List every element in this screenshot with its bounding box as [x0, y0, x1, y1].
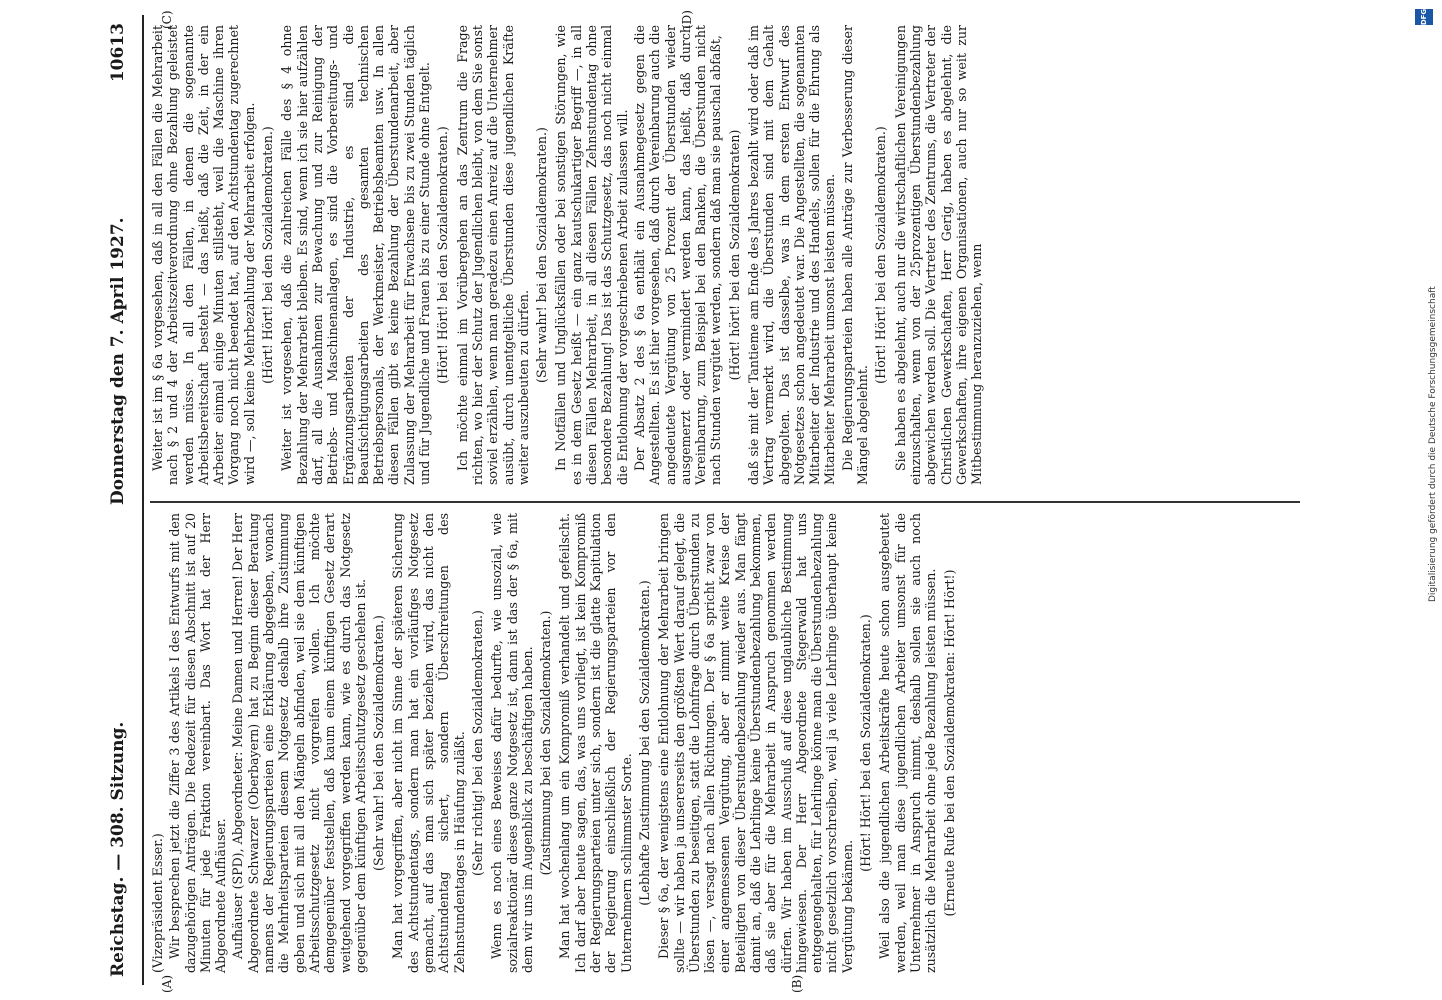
header-left: Reichstag. — 308. Sitzung. [108, 721, 128, 977]
interjection: (Hört! Hört! bei den Sozialdemokraten.) [435, 126, 451, 384]
paragraph: Aufhäuser (SPD), Abgeordneter: Meine Damen und Herren! Der Herr Abgeordnete Schwarzer (Oberbayern) hat zu Beginn dieser Beratung namens der Regierungsparteien eine Erklärung abgegeben, wonach die Mehrheitsparteien diesem Notgesetz deshalb ihre Zustimmung geben und sich mit all den Mängeln abfinden, weil sie dem künftigen Arbeitsschutzgesetz nicht vorgreifen wollen. Ich möchte demgegenüber feststellen, daß kaum einem künftigen Gesetz derart weitgehend vorgegriffen werden kann, wie es durch das Notgesetz gegenüber dem künftigen Arbeitsschutzgesetz geschehen ist. [230, 513, 368, 973]
column-divider [150, 502, 1300, 504]
interjection: (Zustimmung bei den Sozialdemokraten.) [538, 610, 554, 876]
paragraph: (Vizepräsident Esser.) [150, 833, 165, 973]
paragraph: Man hat wochenlang um ein Kompromiß verhandelt und gefeilscht. Ich darf aber heute sagen, das, was uns vorliegt, ist kein Kompromiß der Regierungsparteien unter sich, sondern ist die glatte Kapitulation der Regierung einschließlich der Regierungsparteien vor den Unternehmern schlimmster Sorte. [557, 513, 634, 973]
paragraph: daß sie mit der Tantieme am Ende des Jahres bezahlt wird oder daß im Vertrag vermerkt wird, die Überstunden sind mit dem Gehalt abgegolten. Das ist dasselbe, was in dem ersten Entwurf des Notgesetzes schon angedeutet war. Die Angestellten, die sogenannten Mitarbeiter der Industrie und des Handels, sollen für die Ehrung als Mitarbeiter Mehrarbeit umsonst leisten müssen. [745, 25, 838, 485]
paragraph: Sie haben es abgelehnt, auch nur die wirtschaftlichen Vereinigungen einzuschalten, wenn von der 25prozentigen Überstundenbezahlung abgewichen werden soll. Die Vertreter des Zentrums, die Vertreter der Christlichen Gewerkschaften, Herr Gerig, haben es abgelehnt, die Gewerkschaften, ihre eigenen Organisationen, auch nur so weit zur Mitbestimmung heranzuziehen, wenn [892, 25, 985, 485]
margin-mark-d: (D) [680, 10, 694, 29]
paragraph: In Notfällen und Unglücksfällen oder bei sonstigen Störungen, wie es in dem Gesetz heißt — ein ganz kautschukartiger Begriff —, in all diesen Fällen Mehrarbeit, in all diesen Fällen Zehnstundentag ohne besondere Bezahlung! Das ist das Schutzgesetz, das noch nicht einmal die Entlohnung der vorgeschriebenen Arbeit zulassen will. [553, 25, 630, 485]
paragraph: Wenn es noch eines Beweises dafür bedurfte, wie unsozial, wie sozialreaktionär dieses ganze Notgesetz ist, dann ist das der § 6a, mit dem wir uns im Augenblick zu beschäftigen haben. [489, 513, 535, 973]
paragraph: Ich möchte einmal im Vorübergehen an das Zentrum die Frage richten, wo hier der Schutz der Jugendlichen bleibt, von dem Sie sonst soviel erzählen, wenn man geradezu einen Anreiz auf die Unternehmer ausübt, durch unentgeltliche Überstunden diese jugendlichen Kräfte weiter auszubeuten zu dürfen. [454, 25, 531, 485]
rotated-document-sheet [100, 5, 1310, 995]
page-number: 10613 [108, 23, 128, 83]
interjection: (Hört! hört! bei den Sozialdemokraten) [726, 129, 742, 381]
header-rule [142, 15, 144, 985]
paragraph: Weiter ist im § 6a vorgesehen, daß in all den Fällen die Mehrarbeit nach § 2 und 4 der Arbeitszeitverordnung ohne Bezahlung geleistet werden müsse. In all den Fällen, in denen die sogenannte Arbeitsbereitschaft besteht — das heißt, daß die Zeit, in der ein Arbeiter einmal einige Minuten stillsteht, weil die Maschine ihren Vorgang noch nicht beendet hat, auf den Achtstundentag zugerechnet wird —, soll keine Mehrbezahlung der Mehrarbeit erfolgen. [150, 25, 257, 485]
paragraph: Weil also die jugendlichen Arbeitskräfte heute schon ausgebeutet werden, weil man diese jugendlichen Arbeiter umsonst für die Unternehmer in Anspruch nimmt, deshalb sollen sie auch noch zusätzlich die Mehrarbeit ohne jede Bezahlung leisten müssen. [877, 513, 939, 973]
header-date: Donnerstag den 7. April 1927. [108, 217, 128, 505]
digitization-credit: Digitalisierung gefördert durch die Deutsche Forschungsgemeinschaft [1428, 286, 1438, 602]
right-column [150, 25, 986, 485]
paragraph: Die Regierungsparteien haben alle Anträge zur Verbesserung dieser Mängel abgelehnt. [839, 25, 871, 485]
margin-mark-a: (A) [160, 974, 174, 993]
interjection: (Hört! Hört! bei den Sozialdemokraten.) [260, 126, 276, 384]
paragraph: Weiter ist vorgesehen, daß die zahlreichen Fälle des § 4 ohne Bezahlung der Mehrarbeit bleiben. Es sind, wenn ich sie hier aufzählen darf, all die Ausnahmen zur Bewachung und zur Reinigung der Betriebs- und Maschinenanlagen, es sind die Vorbereitungs- und Ergänzungsarbeiten der Industrie, es sind die Beaufsichtigungsarbeiten des gesamten technischen Betriebspersonals, der Werkmeister, Betriebsbeamten usw. In allen diesen Fällen gibt es keine Bezahlung der Überstundenarbeit, aber Zulassung der Mehrarbeit für Erwachsene bis zu zwei Stunden täglich und für Jugendliche und Frauen bis zu einer Stunde ohne Entgelt. [279, 25, 433, 485]
dfg-stamp: DFG [1415, 9, 1433, 25]
paragraph: Man hat vorgegriffen, aber nicht im Sinne der späteren Sicherung des Achtstundentags, sondern man hat ein vorläufiges Notgesetz gemacht, auf das man sich später beziehen wird, das nicht den Achtstundentag sichert, sondern Überschreitungen des Zehnstundentages in Häufung zuläßt. [390, 513, 467, 973]
interjection: (Erneute Rufe bei den Sozialdemokraten: Hört! Hört!) [941, 569, 957, 917]
left-column [150, 513, 961, 973]
interjection: (Sehr wahr! bei den Sozialdemokraten.) [534, 127, 550, 383]
paragraph: Wir besprechen jetzt die Ziffer 3 des Artikels I des Entwurfs mit den dazugehörigen Anträgen. Die Redezeit für diesen Abschnitt ist auf 20 Minuten für jede Fraktion vereinbart. Das Wort hat der Herr Abgeordnete Aufhäuser. [167, 513, 229, 973]
interjection: (Sehr wahr! bei den Sozialdemokraten.) [371, 615, 387, 871]
interjection: (Hört! Hört! bei den Sozialdemokraten.) [858, 614, 874, 872]
running-header [100, 5, 140, 995]
paragraph: Dieser § 6a, der wenigstens eine Entlohnung der Mehrarbeit bringen sollte — wir haben ja unsererseits den größten Wert darauf gelegt, die Überstunden zu beseitigen, statt die Lohnfrage durch Überstunden zu lösen —, versagt nach allen Richtungen. Der § 6a spricht zwar von einer angemessenen Vergütung, aber er nimmt weite Kreise der Beteiligten von dieser Überstundenbezahlung wieder aus. Man fängt damit an, daß die Lehrlinge keine Überstundenbezahlung bekommen, daß sie aber für die Mehrarbeit in Anspruch genommen werden dürfen. Wir haben im Ausschuß auf diese unglaubliche Bestimmung hingewiesen. Der Herr Abgeordnete Stegerwald hat uns entgegengehalten, für Lehrlinge könne man die Überstundenbezahlung nicht gesetzlich vorschreiben, weil ja viele Lehrlinge überhaupt keine Vergütung bekämen. [656, 513, 855, 973]
paragraph: Der Absatz 2 des § 6a enthält ein Ausnahmegesetz gegen die Angestellten. Es ist hier vorgesehen, daß durch Vereinbarung auch die angedeutete Vergütung von 25 Prozent der Überstunden wieder ausgemerzt oder vermindert werden kann, das heißt, daß durch Vereinbarung, zum Beispiel bei den Banken, die Überstunden nicht nach Stunden vergütet werden, sondern daß man sie pauschal abfaßt, [631, 25, 724, 485]
interjection: (Sehr richtig! bei den Sozialdemokraten.) [469, 610, 485, 876]
margin-mark-c: (C) [160, 10, 174, 29]
interjection: (Lebhafte Zustimmung bei den Sozialdemokraten.) [636, 580, 652, 906]
margin-mark-b: (B) [790, 974, 804, 993]
interjection: (Hört! Hört! bei den Sozialdemokraten.) [873, 126, 889, 384]
